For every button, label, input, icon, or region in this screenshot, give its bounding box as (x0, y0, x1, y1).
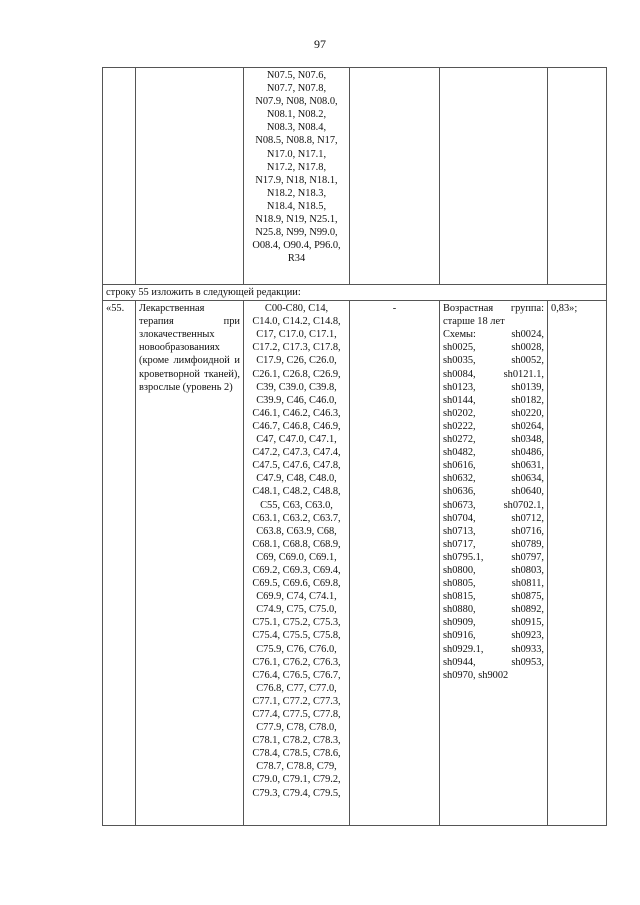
scheme-line (443, 629, 544, 642)
diagnosis-code-line: C75.1, C75.2, C75.3, (252, 617, 341, 629)
age-group-label (443, 302, 544, 315)
scheme-line (443, 485, 544, 498)
scheme-code: sh0182, (511, 394, 544, 406)
scheme-code: sh0640, (511, 486, 544, 498)
diagnosis-code-line: C78.1, C78.2, C78.3, (252, 735, 341, 747)
scheme-code: sh0803, (511, 564, 544, 576)
diagnosis-codes-list (247, 302, 346, 800)
diagnosis-code-line: C39.9, C46, C46.0, (256, 394, 337, 406)
scheme-code: sh0923, (511, 630, 544, 642)
scheme-code: sh0805, (443, 578, 476, 590)
age-group-word: группа: (510, 303, 544, 315)
diagnosis-code-line: C76.1, C76.2, C76.3, (252, 656, 341, 668)
scheme-line (443, 394, 544, 407)
scheme-line (443, 551, 544, 564)
scheme-line (443, 446, 544, 459)
scheme-line (443, 368, 544, 381)
diagnosis-codes-cell (244, 301, 350, 826)
scheme-code: sh0673, (443, 499, 476, 511)
row-name-cell: Лекарственная терапия при злокачественных новообразованиях (кроме лимфоидной и кроветворной тканей), взрослые (уровень 2) (136, 301, 244, 826)
diagnosis-code-line: N17.2, N17.8, (266, 161, 327, 173)
diagnosis-code-line: C63.8, C63.9, C68, (256, 525, 337, 537)
scheme-code: sh0795.1, (443, 551, 484, 563)
scheme-code: sh0121.1, (503, 368, 544, 380)
scheme-code: sh0789, (511, 538, 544, 550)
scheme-code: sh0880, (443, 604, 476, 616)
scheme-code: sh0024, (511, 329, 544, 341)
procedure-codes-cell: - (350, 301, 440, 826)
scheme-code: sh0713, (443, 525, 476, 537)
diagnosis-codes-list (247, 69, 346, 265)
diagnosis-code-line: C77.9, C78, C78.0, (256, 722, 337, 734)
diagnosis-code-line: C76.4, C76.5, C76.7, (252, 669, 341, 681)
diagnosis-code-line: C79.0, C79.1, C79.2, (252, 774, 341, 786)
diagnosis-code-line: C14.0, C14.2, C14.8, (252, 316, 341, 328)
scheme-line (443, 525, 544, 538)
scheme-line (443, 512, 544, 525)
scheme-line (443, 354, 544, 367)
diagnosis-code-line: C68.1, C68.8, C68.9, (252, 538, 341, 550)
row-name-cell (136, 68, 244, 285)
scheme-code: sh0631, (511, 460, 544, 472)
scheme-code: sh0222, (443, 420, 476, 432)
scheme-line (443, 407, 544, 420)
diagnosis-code-line: N17.0, N17.1, (266, 148, 327, 160)
scheme-code: sh0717, (443, 538, 476, 550)
scheme-code: sh0220, (511, 407, 544, 419)
diagnosis-codes-cell (244, 68, 350, 285)
scheme-line (443, 669, 544, 682)
scheme-code: sh0482, (443, 447, 476, 459)
scheme-code: sh0702.1, (503, 499, 544, 511)
amendment-note-row (103, 285, 607, 301)
scheme-code: sh0875, (511, 591, 544, 603)
diagnosis-code-line: C77.4, C77.5, C77.8, (252, 709, 341, 720)
scheme-line (443, 433, 544, 446)
diagnosis-code-line: C17.9, C26, C26.0, (256, 355, 337, 367)
diagnosis-code-line: C39, C39.0, C39.8, (256, 381, 337, 393)
scheme-code: sh0144, (443, 394, 476, 406)
diagnosis-code-line: C69.2, C69.3, C69.4, (252, 564, 341, 576)
scheme-line (443, 341, 544, 354)
scheme-code: sh0052, (511, 355, 544, 367)
scheme-line (443, 590, 544, 603)
diagnosis-code-line: C47.5, C47.6, C47.8, (252, 460, 341, 472)
scheme-code: sh0970, sh9002 (443, 669, 509, 681)
coefficient-cell (548, 68, 607, 285)
scheme-code: sh0797, (511, 551, 544, 563)
scheme-code: sh0953, (511, 656, 544, 668)
table-row-continued (103, 68, 607, 285)
diagnosis-code-line: C78.4, C78.5, C78.6, (252, 748, 341, 760)
age-group-value: старше 18 лет (443, 316, 505, 328)
scheme-code: sh0909, (443, 617, 476, 629)
criteria-cell (440, 68, 548, 285)
scheme-code: sh0712, (511, 512, 544, 524)
scheme-line (443, 643, 544, 656)
scheme-code: sh0929.1, (443, 643, 484, 655)
scheme-code: sh0636, (443, 486, 476, 498)
scheme-line (443, 538, 544, 551)
diagnosis-code-line: C78.7, C78.8, C79, (256, 761, 337, 773)
scheme-code: sh0084, (443, 368, 476, 380)
procedure-codes-cell (350, 68, 440, 285)
diagnosis-code-line: C26.1, C26.8, C26.9, (252, 368, 341, 380)
diagnosis-code-line: N07.5, N07.6, (266, 70, 327, 81)
scheme-code: sh0915, (511, 617, 544, 629)
criteria-cell (440, 301, 548, 826)
scheme-line (443, 564, 544, 577)
scheme-line (443, 381, 544, 394)
diagnosis-code-line: C47.9, C48, C48.0, (256, 473, 337, 485)
scheme-code: sh0634, (511, 473, 544, 485)
table-row-55 (103, 301, 607, 826)
row-number-cell (103, 68, 136, 285)
diagnosis-code-line: C48.1, C48.2, C48.8, (252, 486, 341, 498)
diagnosis-code-line: C17, C17.0, C17.1, (256, 329, 337, 341)
diagnosis-code-line: C69, C69.0, C69.1, (256, 551, 337, 563)
diagnosis-code-line: C46.1, C46.2, C46.3, (252, 407, 341, 419)
scheme-code: sh0486, (511, 447, 544, 459)
diagnosis-code-line: C77.1, C77.2, C77.3, (252, 695, 341, 707)
scheme-code: sh0035, (443, 355, 476, 367)
scheme-code: sh0025, (443, 342, 476, 354)
scheme-code: sh0123, (443, 381, 476, 393)
scheme-code: sh0716, (511, 525, 544, 537)
scheme-line (443, 328, 544, 341)
diagnosis-code-line: C63.1, C63.2, C63.7, (252, 512, 341, 524)
scheme-code: sh0348, (511, 434, 544, 446)
diagnosis-code-line: N17.9, N18, N18.1, (255, 174, 338, 186)
diagnosis-code-line: C79.3, C79.4, C79.5, (252, 787, 341, 799)
diagnosis-code-line: N25.8, N99, N99.0, (255, 227, 338, 239)
row-number-cell: «55. (103, 301, 136, 826)
diagnosis-code-line: C46.7, C46.8, C46.9, (252, 420, 341, 432)
diagnosis-code-line: O08.4, O90.4, P96.0, (252, 240, 341, 252)
diagnosis-code-line: C75.9, C76, C76.0, (256, 643, 337, 655)
diagnosis-code-line: R34 (287, 253, 306, 265)
scheme-code: sh0139, (511, 381, 544, 393)
coefficient-cell: 0,83»; (548, 301, 607, 826)
scheme-line (443, 472, 544, 485)
scheme-line (443, 420, 544, 433)
scheme-code: sh0616, (443, 460, 476, 472)
scheme-code: sh0933, (511, 643, 544, 655)
scheme-code: sh0811, (511, 578, 544, 590)
diagnosis-code-line: C55, C63, C63.0, (260, 499, 333, 511)
diagnosis-code-line: N07.7, N07.8, (266, 83, 327, 95)
scheme-line (443, 656, 544, 669)
amendment-note: строку 55 изложить в следующей редакции: (103, 285, 607, 301)
scheme-code: sh0815, (443, 591, 476, 603)
diagnosis-code-line: C00-C80, C14, (264, 303, 329, 315)
scheme-line (443, 459, 544, 472)
diagnosis-code-line: N08.5, N08.8, N17, (255, 135, 338, 147)
diagnosis-code-line: C47, C47.0, C47.1, (256, 434, 337, 446)
diagnosis-code-line: C76.8, C77, C77.0, (256, 682, 337, 694)
scheme-code: sh0944, (443, 656, 476, 668)
scheme-code: Схемы: (443, 329, 476, 341)
scheme-line (443, 603, 544, 616)
diagnosis-code-line: C74.9, C75, C75.0, (256, 604, 337, 616)
diagnosis-code-line: N07.9, N08, N08.0, (255, 96, 338, 108)
scheme-code: sh0272, (443, 434, 476, 446)
scheme-code: sh0800, (443, 564, 476, 576)
diagnosis-code-line: N08.3, N08.4, (266, 122, 327, 134)
scheme-line (443, 577, 544, 590)
diagnosis-code-line: N18.9, N19, N25.1, (255, 214, 338, 226)
schemes-list (443, 328, 544, 682)
scheme-code: sh0916, (443, 630, 476, 642)
diagnosis-code-line: C75.4, C75.5, C75.8, (252, 630, 341, 642)
diagnosis-code-line: N08.1, N08.2, (266, 109, 327, 121)
diagnosis-code-line: C47.2, C47.3, C47.4, (252, 447, 341, 459)
age-group-word: Возрастная (443, 303, 494, 315)
scheme-line (443, 499, 544, 512)
scheme-code: sh0892, (511, 604, 544, 616)
diagnosis-code-line: C17.2, C17.3, C17.8, (252, 342, 341, 354)
diagnosis-code-line: C69.9, C74, C74.1, (256, 591, 337, 603)
scheme-code: sh0202, (443, 407, 476, 419)
scheme-code: sh0704, (443, 512, 476, 524)
scheme-code: sh0632, (443, 473, 476, 485)
diagnosis-code-line: N18.2, N18.3, (266, 187, 327, 199)
diagnosis-code-line: C69.5, C69.6, C69.8, (252, 578, 341, 590)
scheme-line (443, 616, 544, 629)
page-number: 97 (314, 37, 326, 51)
scheme-code: sh0028, (511, 342, 544, 354)
diagnosis-code-line: N18.4, N18.5, (266, 200, 327, 212)
scheme-code: sh0264, (511, 420, 544, 432)
document-table (102, 67, 607, 826)
